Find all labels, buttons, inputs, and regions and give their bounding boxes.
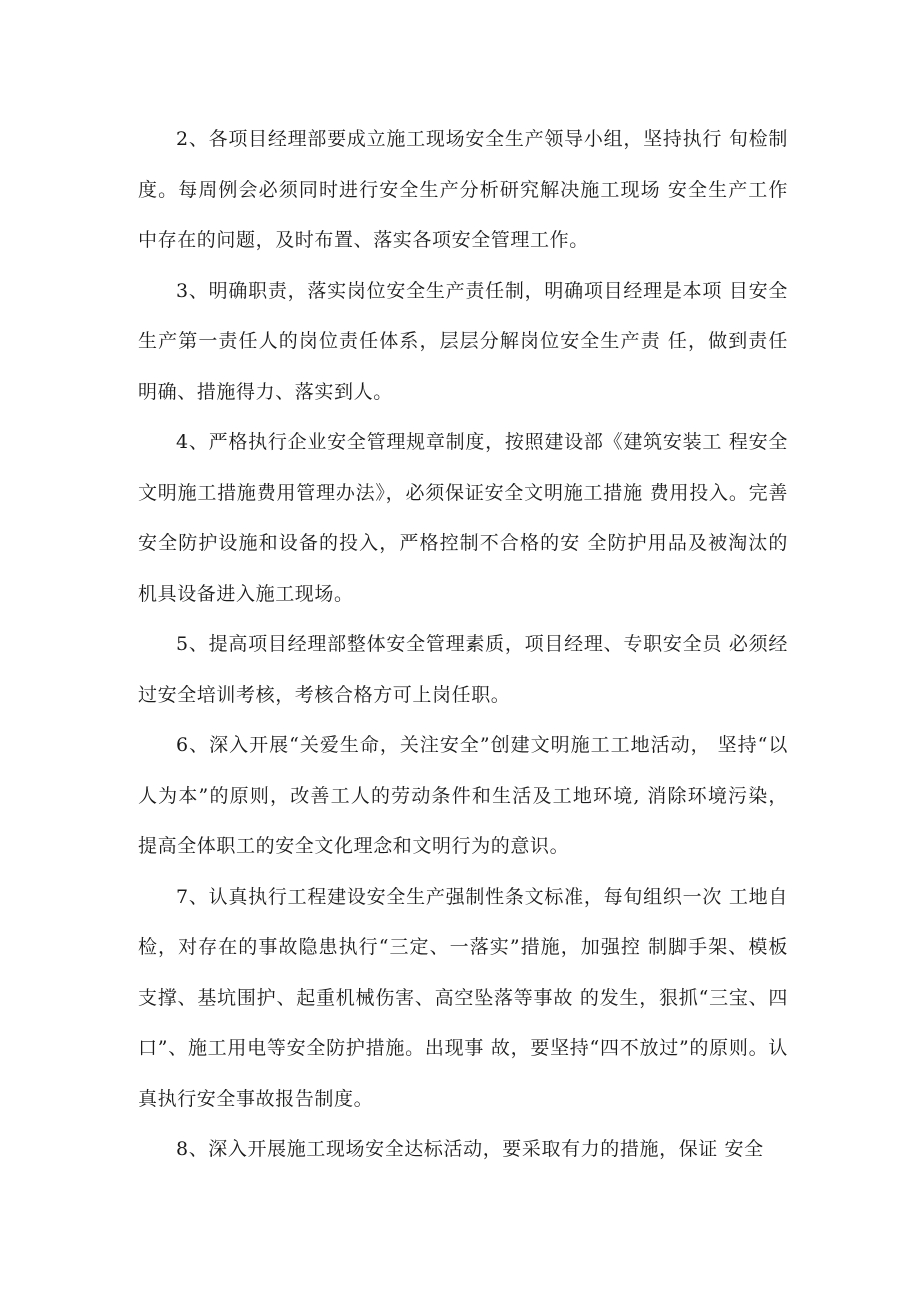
paragraph-item-2: 2、各项目经理部要成立施工现场安全生产领导小组，坚持执行 旬检制度。每周例会必须同时进行安全生产分析研究解决施工现场 安全生产工作中存在的问题，及时布置、落实各项安全管理工作。 [138,128,788,251]
paragraph-item-6: 6、深入开展“关爱生命，关注安全”创建文明施工工地活动， 坚持“以人为本”的原则，改善工人的劳动条件和生活及工地环境, 消除环境污染，提高全体职工的安全文化理念和文明行为的意识。 [138,734,788,857]
paragraph-item-5: 5、提高项目经理部整体安全管理素质，项目经理、专职安全员 必须经过安全培训考核，考核合格方可上岗任职。 [138,633,788,706]
paragraph-item-7: 7、认真执行工程建设安全生产强制性条文标准，每旬组织一次 工地自检，对存在的事故隐患执行“三定、一落实”措施，加强控 制脚手架、模板支撑、基坑围护、起重机械伤害、高空坠落等事故 的发生，狠抓“三宝、四口”、施工用电等安全防护措施。出现事 故，要坚持“四不放过”的原则。认真执行安全事故报告制度。 [138,885,788,1110]
paragraph-item-4: 4、严格执行企业安全管理规章制度，按照建设部《建筑安装工 程安全文明施工措施费用管理办法》，必须保证安全文明施工措施 费用投入。完善安全防护设施和设备的投入，严格控制不合格的安 全防护用品及被淘汰的机具设备进入施工现场。 [138,431,788,605]
paragraph-item-8: 8、深入开展施工现场安全达标活动，要采取有力的措施，保证 安全 [176,1138,764,1160]
paragraph-item-3: 3、明确职责，落实岗位安全生产责任制，明确项目经理是本项 目安全生产第一责任人的岗位责任体系，层层分解岗位安全生产责 任，做到责任明确、措施得力、落实到人。 [138,279,788,403]
document-body [138,114,788,1175]
